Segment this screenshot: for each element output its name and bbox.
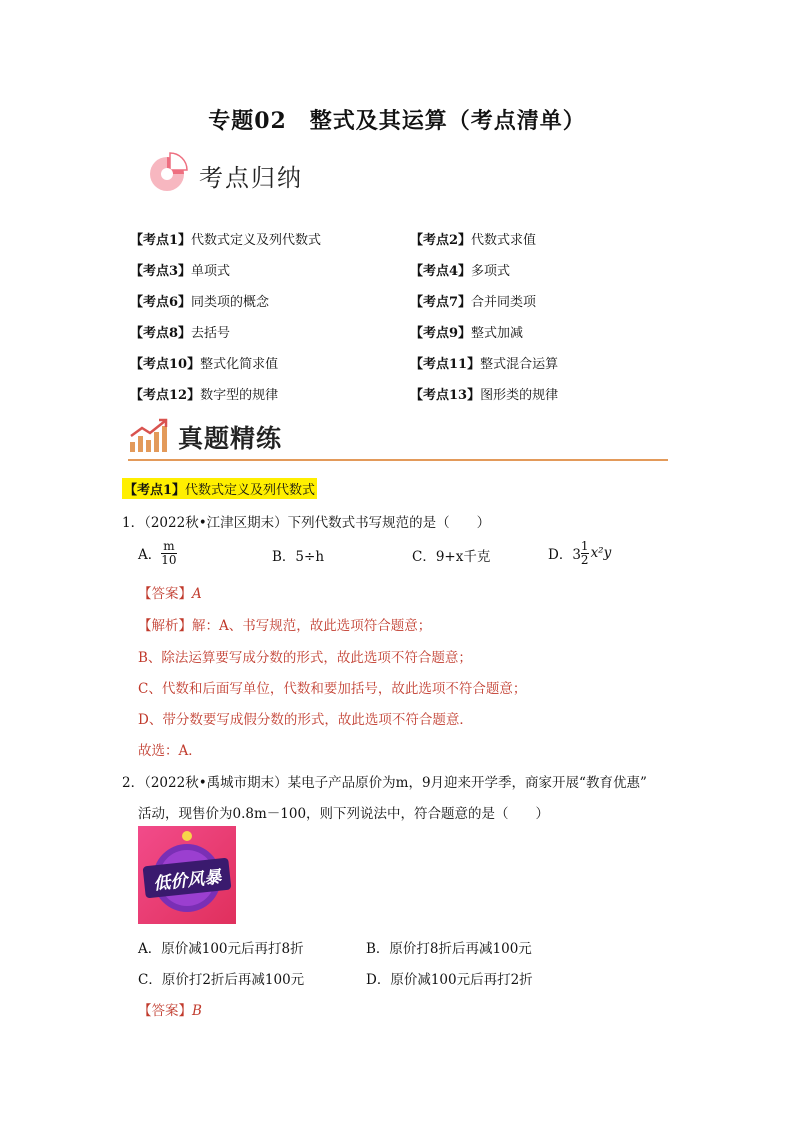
kaodian-tag: 【考点4】 (410, 264, 472, 279)
kaodian-text: 多项式 (471, 264, 511, 279)
kaodian-text: 去括号 (191, 326, 231, 341)
kaodian-text: 数字型的规律 (200, 388, 279, 403)
q1-jiexi-line-1 (138, 614, 431, 634)
q1-option-a (138, 540, 177, 566)
kaodian-tag: 【考点12】 (130, 388, 201, 403)
kaodian-text: 代数式求值 (471, 233, 537, 248)
kaodian-item (410, 260, 510, 279)
q1-jiexi-line-4: D、带分数要写成假分数的形式，故此选项不符合题意． (138, 712, 473, 728)
kaodian-text: 同类项的概念 (191, 295, 270, 310)
answer-value: A (192, 586, 202, 602)
kaodian-item (410, 229, 536, 248)
q1-jiexi-line-3: C、代数和后面写单位，代数和要加括号，故此选项不符合题意； (138, 681, 527, 697)
q1-option-c: C．9+x千克 (412, 549, 491, 565)
kaodian-tag: 【考点8】 (130, 326, 192, 341)
kaodian-item (130, 322, 230, 341)
q1-jiexi-line-5: 故选：A． (138, 743, 202, 759)
pie-chart-icon (145, 150, 191, 200)
growth-chart-icon (128, 416, 170, 458)
denominator: 2 (580, 552, 589, 567)
option-label: A． (138, 547, 162, 564)
answer-tag: 【答案】 (138, 586, 192, 602)
q2-answer (138, 999, 202, 1019)
kaodian-tag: 【考点3】 (130, 264, 192, 279)
section-header-zhenti (128, 416, 282, 458)
answer-value: B (192, 1003, 202, 1019)
question-1-stem: 1．（2022秋•江津区期末）下列代数式书写规范的是（ ） (122, 515, 491, 531)
low-price-promo-image (138, 826, 236, 924)
section-header-kaodian (145, 150, 303, 200)
kaodian-tag: 【考点7】 (410, 295, 472, 310)
q1-option-b: B．5÷h (272, 549, 325, 565)
kaodian-tag: 【考点6】 (130, 295, 192, 310)
q2-option-a: A．原价减100元后再打8折 (138, 941, 304, 957)
kaodian-text: 单项式 (191, 264, 231, 279)
kaodian-text: 整式化简求值 (200, 357, 279, 372)
q2-option-d: D．原价减100元后再打2折 (366, 972, 533, 988)
answer-tag: 【答案】 (138, 1003, 192, 1019)
option-label: D．3 (548, 547, 581, 564)
kaodian-text: 图形类的规律 (480, 388, 559, 403)
kaodian-text: 整式混合运算 (480, 357, 559, 372)
q2-option-c: C．原价打2折后再减100元 (138, 972, 305, 988)
fraction (581, 540, 589, 566)
promo-text: 低价风暴 (152, 867, 223, 895)
kaodian-item (410, 322, 523, 341)
jiexi-text: 解：A、书写规范，故此选项符合题意； (192, 618, 432, 634)
question-2-stem-line-2: 活动，现售价为0.8m－100，则下列说法中，符合题意的是（ ） (138, 806, 550, 822)
kaodian-highlight (122, 478, 317, 499)
q1-answer (138, 582, 202, 602)
kaodian-text: 整式加减 (471, 326, 524, 341)
kaodian-item (130, 291, 269, 310)
question-2-stem-line-1: 2．（2022秋•禹城市期末）某电子产品原价为m，9月迎来开学季，商家开展“教育优惠” (122, 775, 647, 791)
kaodian-tag: 【考点11】 (410, 357, 481, 372)
numerator: 1 (580, 539, 589, 553)
kaodian-text: 合并同类项 (471, 295, 537, 310)
kaodian-tag: 【考点2】 (410, 233, 472, 248)
section-divider (128, 459, 668, 461)
page-title: 专题02 整式及其运算（考点清单） (208, 108, 586, 134)
kaodian-item (130, 353, 278, 372)
kaodian-item (130, 229, 321, 248)
kaodian-item (130, 260, 230, 279)
kaodian-tag: 【考点1】 (130, 233, 192, 248)
kaodian-tag: 【考点10】 (130, 357, 201, 372)
kaodian-tag: 【考点13】 (410, 388, 481, 403)
highlight-tag: 【考点1】 (124, 483, 186, 498)
kaodian-text: 代数式定义及列代数式 (191, 233, 322, 248)
option-tail: x²y (590, 545, 612, 562)
kaodian-tag: 【考点9】 (410, 326, 472, 341)
numerator: m (163, 539, 175, 553)
highlight-text: 代数式定义及列代数式 (185, 483, 316, 498)
q2-option-b: B．原价打8折后再减100元 (366, 941, 532, 957)
kaodian-item (130, 384, 278, 403)
section-label: 真题精练 (178, 424, 283, 453)
q1-option-d (548, 540, 611, 566)
kaodian-item (410, 384, 558, 403)
kaodian-item (410, 353, 558, 372)
fraction (161, 540, 176, 566)
kaodian-item (410, 291, 536, 310)
denominator: 10 (161, 552, 177, 567)
q1-jiexi-line-2: B、除法运算要写成分数的形式，故此选项不符合题意； (138, 650, 472, 666)
jiexi-tag: 【解析】 (138, 618, 192, 634)
section-label: 考点归纳 (199, 163, 303, 192)
